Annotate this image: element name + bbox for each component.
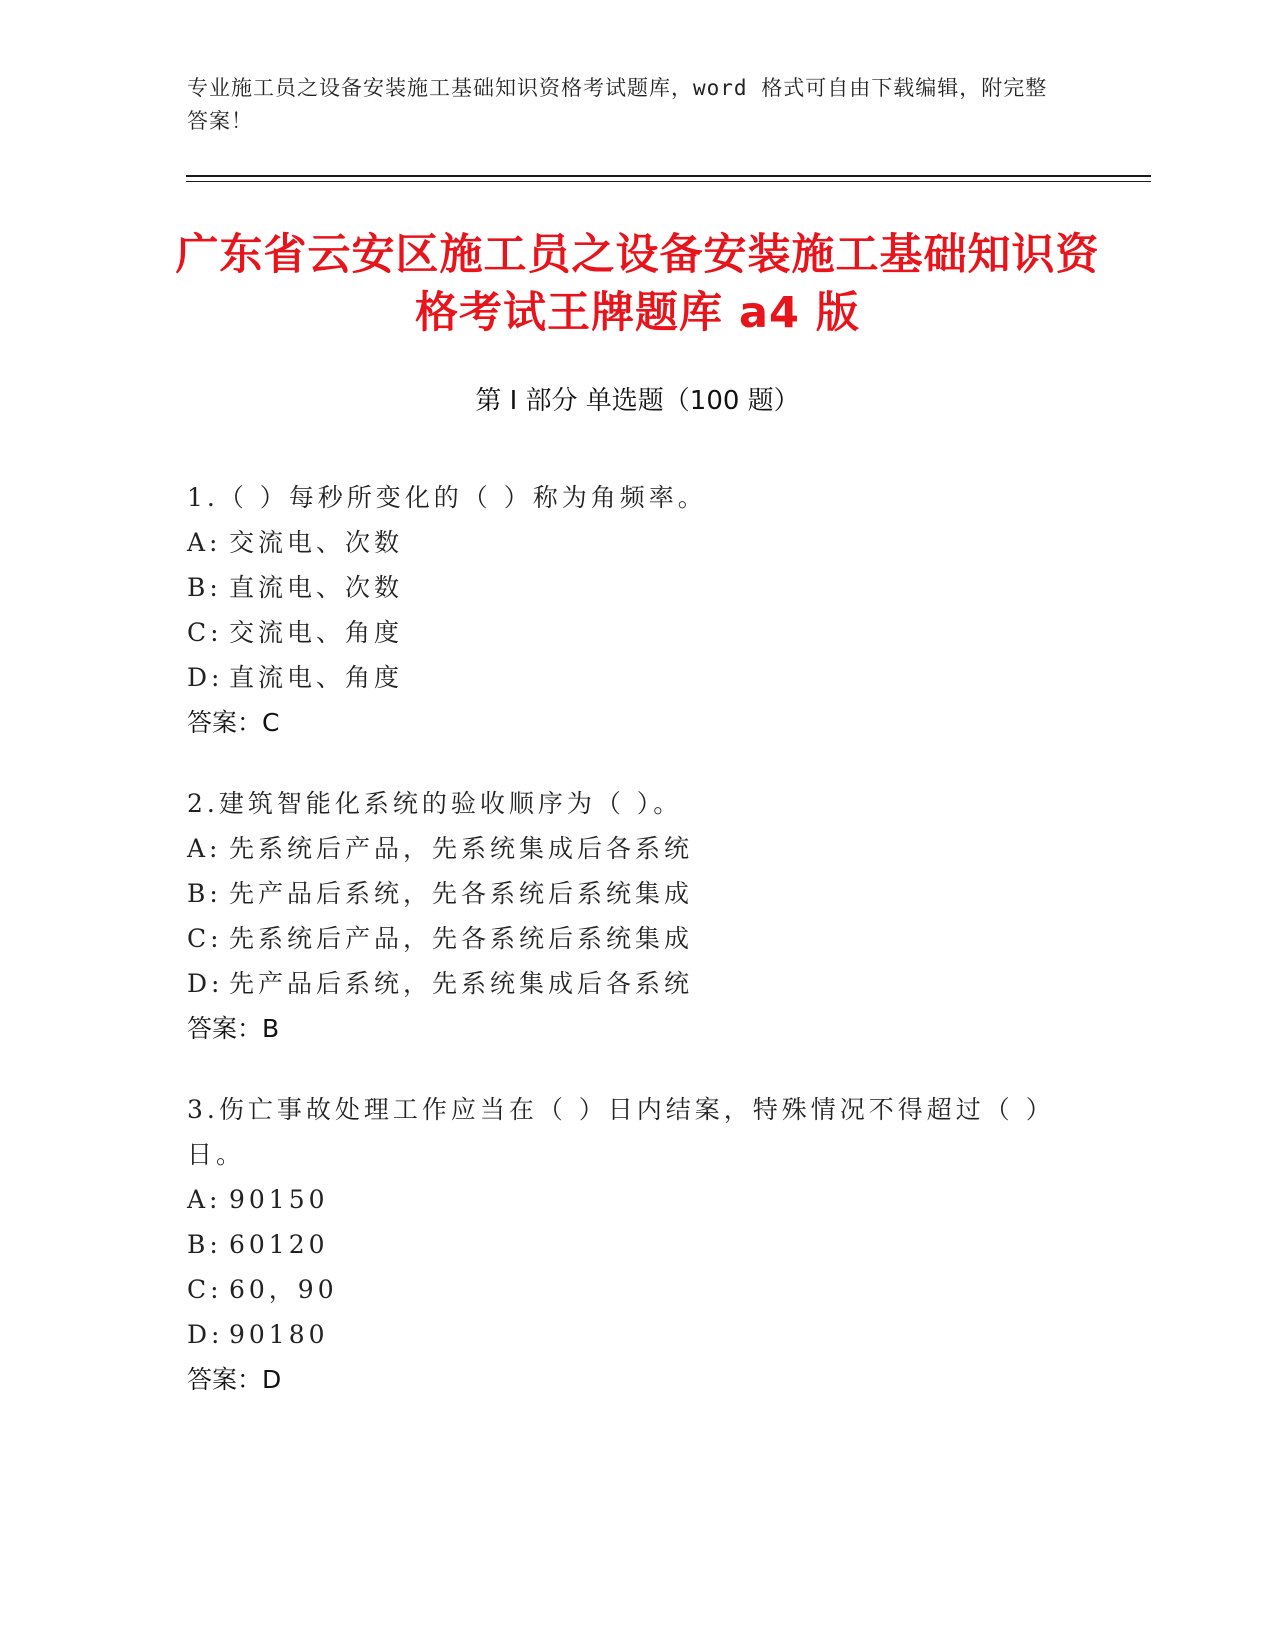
option-c [187, 1267, 1067, 1312]
option-a [187, 520, 1067, 565]
option-a [187, 826, 1067, 871]
option-key: A: [187, 1185, 222, 1214]
question-stem: 1.（ ）每秒所变化的（ ）称为角频率。 [187, 483, 707, 512]
option-key: B: [187, 879, 222, 908]
question-stem: 2.建筑智能化系统的验收顺序为（ ）。 [187, 789, 683, 818]
question-1 [187, 475, 1067, 745]
option-text: 先系统后产品，先系统集成后各系统 [229, 834, 694, 863]
option-text: 先系统后产品，先各系统后系统集成 [229, 924, 694, 953]
option-b [187, 1222, 1067, 1267]
option-key: D: [187, 663, 224, 692]
option-text: 90180 [229, 1320, 329, 1349]
header-rule-top [186, 175, 1151, 177]
option-key: C: [187, 924, 223, 953]
option-text: 交流电、角度 [229, 618, 404, 647]
question-stem: 3.伤亡事故处理工作应当在（ ）日内结案，特殊情况不得超过（ ）日。 [187, 1095, 1055, 1169]
option-d [187, 655, 1067, 700]
option-text: 90150 [229, 1185, 329, 1214]
document-title: 广东省云安区施工员之设备安装施工基础知识资格考试王牌题库 a4 版 [175, 230, 1100, 338]
option-a [187, 1177, 1067, 1222]
answer-line: 答案：D [187, 1365, 282, 1394]
option-key: C: [187, 618, 223, 647]
option-key: D: [187, 1320, 224, 1349]
option-text: 60，90 [229, 1275, 338, 1304]
option-text: 先产品后系统，先系统集成后各系统 [229, 969, 694, 998]
header-rule-bottom [186, 181, 1151, 182]
question-3 [187, 1087, 1067, 1402]
option-c [187, 610, 1067, 655]
option-text: 60120 [229, 1230, 329, 1259]
option-b [187, 871, 1067, 916]
option-key: C: [187, 1275, 223, 1304]
option-text: 直流电、角度 [229, 663, 404, 692]
option-key: A: [187, 834, 222, 863]
question-list [187, 475, 1067, 1438]
option-text: 直流电、次数 [229, 573, 404, 602]
option-key: B: [187, 573, 222, 602]
option-b [187, 565, 1067, 610]
option-text: 先产品后系统，先各系统后系统集成 [229, 879, 694, 908]
section-title: 第 I 部分 单选题（100 题） [475, 386, 800, 416]
option-key: D: [187, 969, 224, 998]
option-key: A: [187, 528, 222, 557]
option-c [187, 916, 1067, 961]
header-note: 专业施工员之设备安装施工基础知识资格考试题库，word 格式可自由下载编辑，附完整答案！ [187, 76, 1048, 133]
answer-line: 答案：C [187, 708, 280, 737]
option-d [187, 1312, 1067, 1357]
answer-line: 答案：B [187, 1014, 280, 1043]
option-text: 交流电、次数 [229, 528, 404, 557]
option-d [187, 961, 1067, 1006]
question-2 [187, 781, 1067, 1051]
option-key: B: [187, 1230, 222, 1259]
